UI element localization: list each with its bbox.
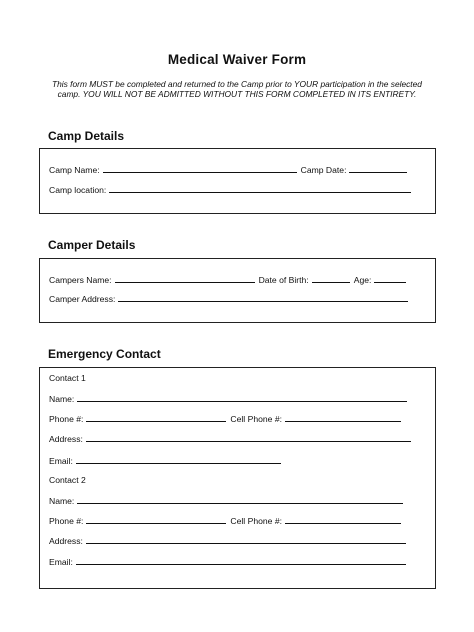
date-of-birth-field[interactable] <box>312 282 350 283</box>
camp-location-field[interactable] <box>109 192 411 193</box>
camp-date-field[interactable] <box>349 172 407 173</box>
camp-location-row <box>49 183 427 195</box>
contact-2-cell-phone-label: Cell Phone #: <box>230 516 283 526</box>
contact-1-cell-phone-field[interactable] <box>285 421 401 422</box>
contact-2-address-row <box>49 534 427 546</box>
contact-2-email-field[interactable] <box>76 564 406 565</box>
campers-name-row <box>49 273 427 285</box>
contact-2-name-field[interactable] <box>77 503 403 504</box>
contact-1-name-row <box>49 392 427 404</box>
contact-1-email-label: Email: <box>49 456 73 466</box>
camp-date-label: Camp Date: <box>300 165 347 175</box>
camp-name-label: Camp Name: <box>49 165 100 175</box>
contact-2-name-label: Name: <box>49 496 75 506</box>
contact-2-cell-phone-field[interactable] <box>285 523 401 524</box>
camper-details-heading: Camper Details <box>48 238 136 252</box>
contact-1-address-label: Address: <box>49 434 83 444</box>
camp-location-label: Camp location: <box>49 185 107 195</box>
camp-name-row <box>49 163 427 175</box>
contact-2-name-row <box>49 494 427 506</box>
contact-2-address-field[interactable] <box>86 543 406 544</box>
form-instructions: This form MUST be completed and returned to the Camp prior to YOUR participation in the selected camp. YOU WILL NOT BE ADMITTED WITHOUT THIS FORM COMPLETED IN ITS ENTIRETY. <box>52 79 422 99</box>
camper-address-label: Camper Address: <box>49 294 116 304</box>
contact-2-address-label: Address: <box>49 536 83 546</box>
camper-address-row <box>49 292 427 304</box>
emergency-contact-box <box>39 367 436 589</box>
contact-1-phone-field[interactable] <box>86 421 226 422</box>
contact-1-name-field[interactable] <box>77 401 407 402</box>
contact-2-email-row <box>49 555 427 567</box>
camper-details-box <box>39 258 436 323</box>
contact-2-phone-field[interactable] <box>86 523 226 524</box>
campers-name-label: Campers Name: <box>49 275 112 285</box>
camp-details-box <box>39 148 436 214</box>
contact-1-phone-label: Phone #: <box>49 414 84 424</box>
contact-1-email-field[interactable] <box>76 463 281 464</box>
contact-1-title: Contact 1 <box>49 373 86 383</box>
contact-2-email-label: Email: <box>49 557 73 567</box>
camper-address-field[interactable] <box>118 301 408 302</box>
age-label: Age: <box>353 275 372 285</box>
contact-1-address-field[interactable] <box>86 441 411 442</box>
camp-details-heading: Camp Details <box>48 129 125 143</box>
contact-1-cell-phone-label: Cell Phone #: <box>230 414 283 424</box>
contact-2-phone-row <box>49 514 427 526</box>
age-field[interactable] <box>374 282 406 283</box>
contact-1-phone-row <box>49 412 427 424</box>
date-of-birth-label: Date of Birth: <box>258 275 309 285</box>
form-title: Medical Waiver Form <box>167 52 307 67</box>
contact-1-email-row <box>49 454 427 466</box>
contact-1-address-row <box>49 432 427 444</box>
campers-name-field[interactable] <box>115 282 255 283</box>
emergency-contact-heading: Emergency Contact <box>48 347 161 361</box>
contact-1-name-label: Name: <box>49 394 75 404</box>
contact-2-phone-label: Phone #: <box>49 516 84 526</box>
contact-2-title: Contact 2 <box>49 475 86 485</box>
camp-name-field[interactable] <box>103 172 297 173</box>
